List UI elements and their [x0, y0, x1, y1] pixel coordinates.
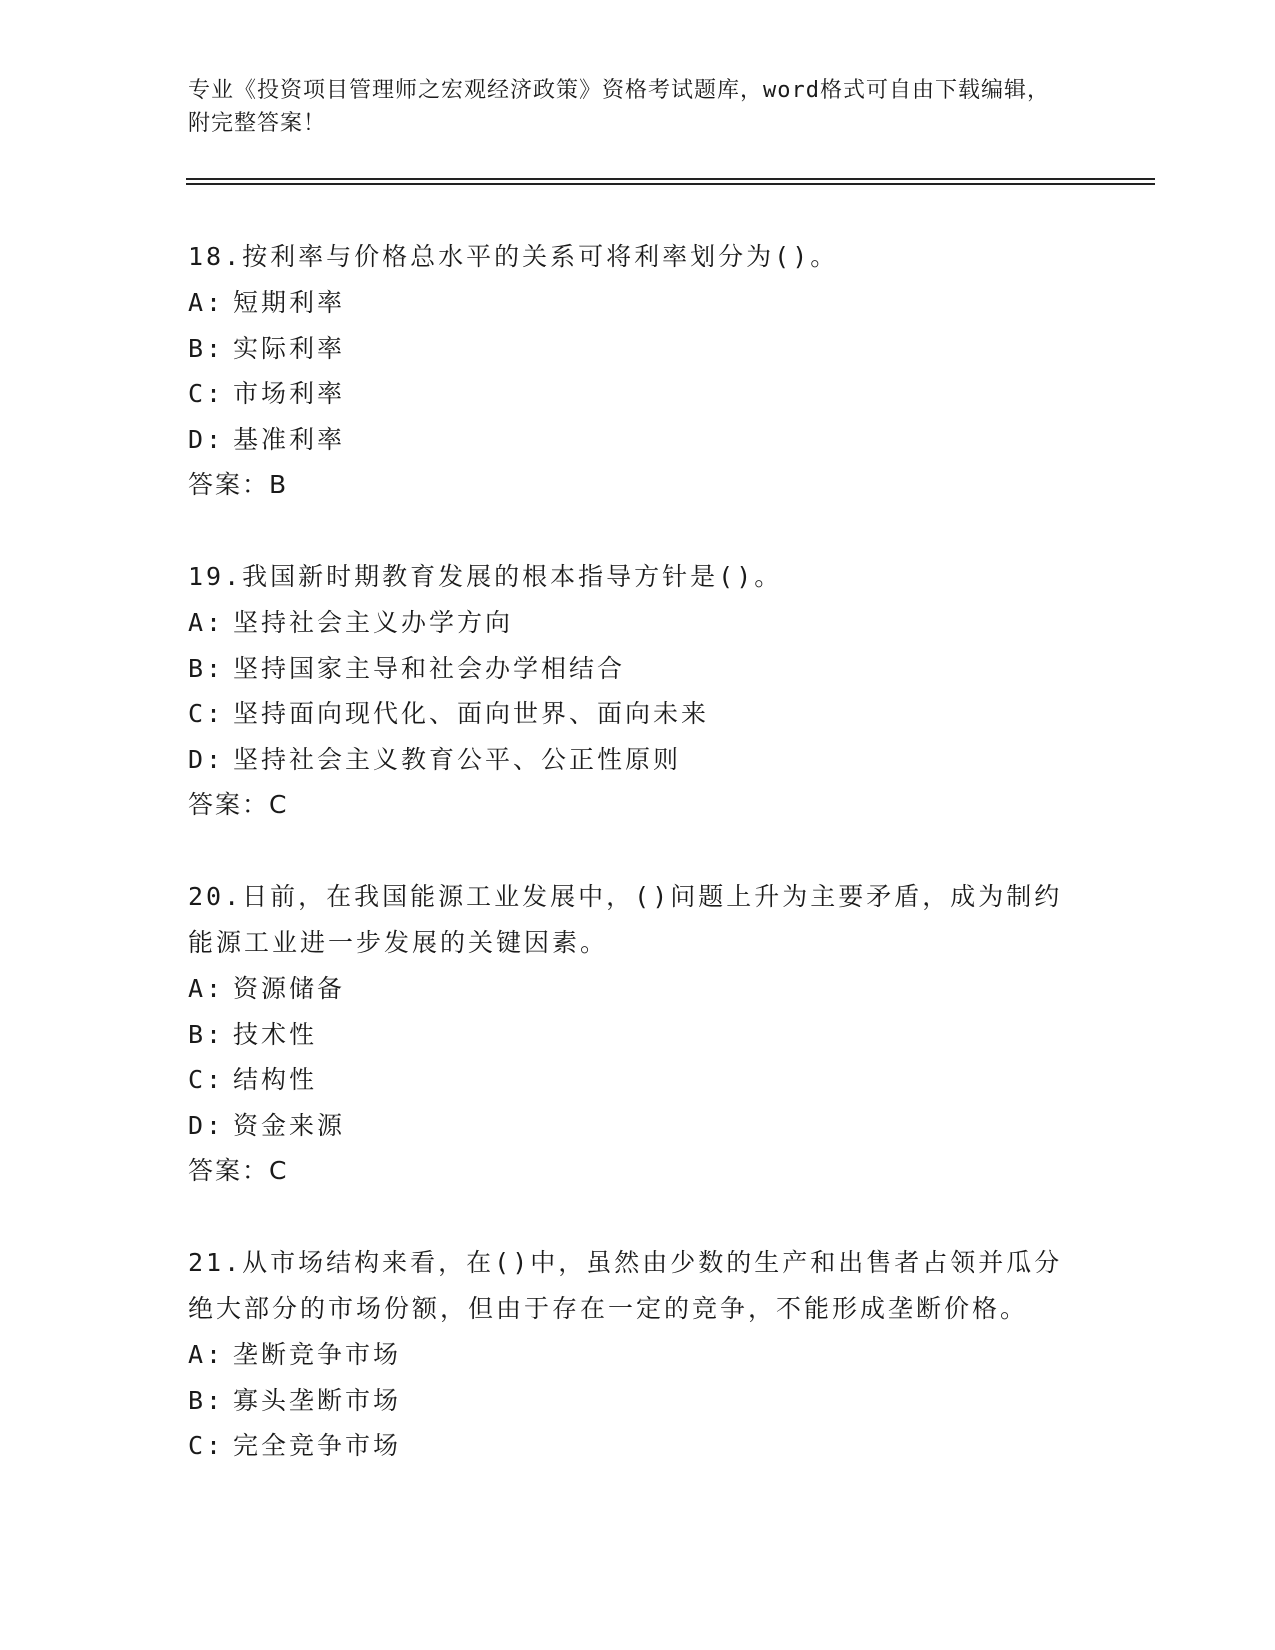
option-d — [188, 417, 1088, 463]
option-text: 坚持国家主导和社会办学相结合 — [233, 653, 626, 683]
option-a — [188, 600, 1088, 646]
option-text: 实际利率 — [233, 333, 346, 363]
question-20 — [188, 874, 1088, 1194]
option-text: 坚持社会主义办学方向 — [233, 608, 514, 637]
option-text: 资金来源 — [233, 1110, 346, 1140]
option-letter: D: — [188, 1110, 225, 1140]
option-letter: B: — [188, 1385, 225, 1415]
option-b — [188, 1012, 1088, 1058]
option-letter: B: — [188, 1019, 225, 1049]
header-rule-top — [186, 178, 1155, 180]
document-header: 专业《投资项目管理师之宏观经济政策》资格考试题库，word格式可自由下载编辑，附完整答案！ — [188, 78, 1050, 136]
option-c — [188, 1423, 1088, 1469]
header-rule-bottom — [186, 183, 1155, 185]
question-19 — [188, 554, 1088, 828]
option-b — [188, 646, 1088, 692]
option-d — [188, 737, 1088, 783]
option-c — [188, 1057, 1088, 1103]
option-text: 坚持社会主义教育公平、公正性原则 — [233, 744, 682, 774]
option-c — [188, 691, 1088, 737]
answer-line: 答案：C — [188, 790, 289, 819]
question-stem: 20.日前，在我国能源工业发展中，()问题上升为主要矛盾，成为制约能源工业进一步发展的关键因素。 — [188, 882, 1063, 957]
option-letter: A: — [188, 1340, 225, 1369]
question-stem: 19.我国新时期教育发展的根本指导方针是()。 — [188, 562, 783, 591]
option-letter: B: — [188, 653, 225, 683]
question-18 — [188, 234, 1088, 508]
option-letter: C: — [188, 379, 225, 408]
option-text: 结构性 — [233, 1065, 318, 1094]
option-letter: B: — [188, 333, 225, 363]
option-letter: A: — [188, 608, 225, 637]
option-text: 市场利率 — [233, 379, 346, 408]
option-b — [188, 1378, 1088, 1424]
option-a — [188, 1332, 1088, 1378]
option-text: 寡头垄断市场 — [233, 1385, 402, 1415]
option-a — [188, 966, 1088, 1012]
option-text: 资源储备 — [233, 974, 346, 1003]
option-text: 基准利率 — [233, 424, 346, 454]
option-letter: D: — [188, 744, 225, 774]
option-text: 技术性 — [233, 1019, 318, 1049]
option-a — [188, 280, 1088, 326]
option-text: 坚持面向现代化、面向世界、面向未来 — [233, 699, 710, 728]
option-letter: C: — [188, 699, 225, 728]
option-text: 完全竞争市场 — [233, 1431, 402, 1460]
option-letter: A: — [188, 974, 225, 1003]
option-d — [188, 1103, 1088, 1149]
option-letter: D: — [188, 424, 225, 454]
question-21 — [188, 1240, 1088, 1469]
question-list — [188, 234, 1088, 1515]
option-letter: A: — [188, 288, 225, 317]
answer-line: 答案：C — [188, 1156, 289, 1185]
option-c — [188, 371, 1088, 417]
option-letter: C: — [188, 1431, 225, 1460]
question-stem: 18.按利率与价格总水平的关系可将利率划分为()。 — [188, 242, 839, 271]
option-text: 垄断竞争市场 — [233, 1340, 402, 1369]
answer-line: 答案：B — [188, 470, 289, 499]
option-letter: C: — [188, 1065, 225, 1094]
question-stem: 21.从市场结构来看，在()中，虽然由少数的生产和出售者占领并瓜分绝大部分的市场份额，但由于存在一定的竞争，不能形成垄断价格。 — [188, 1248, 1063, 1323]
option-b — [188, 326, 1088, 372]
option-text: 短期利率 — [233, 288, 346, 317]
